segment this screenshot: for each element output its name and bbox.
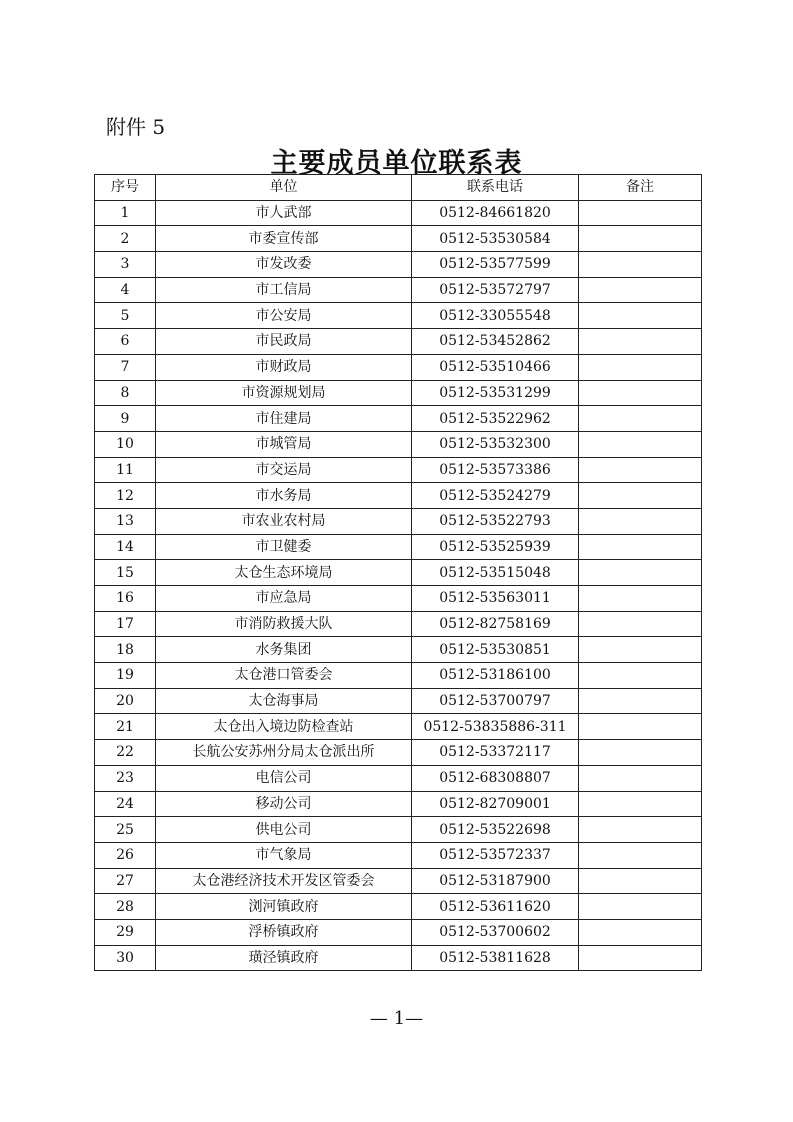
row-number-cell: 9 [95, 406, 156, 432]
phone-cell: 0512-82758169 [412, 611, 579, 637]
attachment-label: 附件 5 [106, 115, 166, 139]
phone-cell: 0512-53510466 [412, 354, 579, 380]
row-number-cell: 19 [95, 663, 156, 689]
note-cell [579, 740, 702, 766]
table-body [95, 200, 702, 971]
table-row [95, 303, 702, 329]
row-number-cell: 3 [95, 252, 156, 278]
row-number-cell: 15 [95, 560, 156, 586]
note-cell [579, 663, 702, 689]
phone-cell: 0512-53563011 [412, 586, 579, 612]
unit-name-cell: 太仓生态环境局 [156, 560, 412, 586]
header-unit: 单位 [156, 175, 412, 201]
row-number-cell: 11 [95, 457, 156, 483]
row-number-cell: 10 [95, 431, 156, 457]
row-number-cell: 18 [95, 637, 156, 663]
phone-cell: 0512-68308807 [412, 765, 579, 791]
table-row [95, 508, 702, 534]
row-number-cell: 17 [95, 611, 156, 637]
row-number-cell: 16 [95, 586, 156, 612]
row-number-cell: 8 [95, 380, 156, 406]
table-row [95, 817, 702, 843]
row-number-cell: 20 [95, 688, 156, 714]
row-number-cell: 12 [95, 483, 156, 509]
row-number-cell: 26 [95, 842, 156, 868]
unit-name-cell: 市水务局 [156, 483, 412, 509]
phone-cell: 0512-53700797 [412, 688, 579, 714]
note-cell [579, 894, 702, 920]
phone-cell: 0512-53700602 [412, 919, 579, 945]
unit-name-cell: 市农业农村局 [156, 508, 412, 534]
phone-cell: 0512-53611620 [412, 894, 579, 920]
note-cell [579, 406, 702, 432]
row-number-cell: 24 [95, 791, 156, 817]
note-cell [579, 380, 702, 406]
row-number-cell: 4 [95, 277, 156, 303]
unit-name-cell: 供电公司 [156, 817, 412, 843]
phone-cell: 0512-53522962 [412, 406, 579, 432]
phone-cell: 0512-53577599 [412, 252, 579, 278]
note-cell [579, 868, 702, 894]
phone-cell: 0512-53524279 [412, 483, 579, 509]
phone-cell: 0512-53187900 [412, 868, 579, 894]
unit-name-cell: 市消防救援大队 [156, 611, 412, 637]
row-number-cell: 28 [95, 894, 156, 920]
phone-cell: 0512-53531299 [412, 380, 579, 406]
note-cell [579, 483, 702, 509]
unit-name-cell: 市卫健委 [156, 534, 412, 560]
phone-cell: 0512-53525939 [412, 534, 579, 560]
unit-name-cell: 市人武部 [156, 200, 412, 226]
unit-name-cell: 市工信局 [156, 277, 412, 303]
unit-name-cell: 电信公司 [156, 765, 412, 791]
phone-cell: 0512-53530584 [412, 226, 579, 252]
table-row [95, 868, 702, 894]
row-number-cell: 21 [95, 714, 156, 740]
note-cell [579, 303, 702, 329]
phone-cell: 0512-53573386 [412, 457, 579, 483]
table-row [95, 354, 702, 380]
note-cell [579, 354, 702, 380]
table-row [95, 740, 702, 766]
phone-cell: 0512-53452862 [412, 329, 579, 355]
unit-name-cell: 水务集团 [156, 637, 412, 663]
table-row [95, 431, 702, 457]
phone-cell: 0512-53530851 [412, 637, 579, 663]
unit-name-cell: 市资源规划局 [156, 380, 412, 406]
table-row [95, 226, 702, 252]
contact-table [94, 174, 702, 971]
unit-name-cell: 市财政局 [156, 354, 412, 380]
unit-name-cell: 浏河镇政府 [156, 894, 412, 920]
unit-name-cell: 璜泾镇政府 [156, 945, 412, 971]
phone-cell: 0512-53572797 [412, 277, 579, 303]
unit-name-cell: 市委宣传部 [156, 226, 412, 252]
phone-cell: 0512-53835886-311 [412, 714, 579, 740]
row-number-cell: 2 [95, 226, 156, 252]
phone-cell: 0512-53572337 [412, 842, 579, 868]
table-row [95, 611, 702, 637]
unit-name-cell: 市民政局 [156, 329, 412, 355]
note-cell [579, 817, 702, 843]
header-note: 备注 [579, 175, 702, 201]
row-number-cell: 30 [95, 945, 156, 971]
table-row [95, 534, 702, 560]
table-row [95, 277, 702, 303]
note-cell [579, 688, 702, 714]
phone-cell: 0512-53532300 [412, 431, 579, 457]
table-row [95, 560, 702, 586]
phone-cell: 0512-53186100 [412, 663, 579, 689]
phone-cell: 0512-53515048 [412, 560, 579, 586]
header-phone: 联系电话 [412, 175, 579, 201]
table-row [95, 714, 702, 740]
row-number-cell: 13 [95, 508, 156, 534]
unit-name-cell: 太仓港经济技术开发区管委会 [156, 868, 412, 894]
table-row [95, 919, 702, 945]
note-cell [579, 277, 702, 303]
table-row [95, 483, 702, 509]
phone-cell: 0512-53522698 [412, 817, 579, 843]
note-cell [579, 252, 702, 278]
row-number-cell: 29 [95, 919, 156, 945]
table-row [95, 894, 702, 920]
table-row [95, 765, 702, 791]
note-cell [579, 508, 702, 534]
note-cell [579, 714, 702, 740]
table-row [95, 457, 702, 483]
table-row [95, 200, 702, 226]
table-row [95, 637, 702, 663]
row-number-cell: 5 [95, 303, 156, 329]
table-row [95, 586, 702, 612]
unit-name-cell: 市应急局 [156, 586, 412, 612]
phone-cell: 0512-53522793 [412, 508, 579, 534]
row-number-cell: 14 [95, 534, 156, 560]
note-cell [579, 919, 702, 945]
table-row [95, 406, 702, 432]
note-cell [579, 534, 702, 560]
note-cell [579, 637, 702, 663]
table-row [95, 791, 702, 817]
table-row [95, 329, 702, 355]
row-number-cell: 27 [95, 868, 156, 894]
unit-name-cell: 太仓海事局 [156, 688, 412, 714]
phone-cell: 0512-84661820 [412, 200, 579, 226]
note-cell [579, 457, 702, 483]
phone-cell: 0512-53811628 [412, 945, 579, 971]
note-cell [579, 431, 702, 457]
row-number-cell: 7 [95, 354, 156, 380]
note-cell [579, 945, 702, 971]
note-cell [579, 842, 702, 868]
phone-cell: 0512-33055548 [412, 303, 579, 329]
note-cell [579, 329, 702, 355]
note-cell [579, 226, 702, 252]
unit-name-cell: 市城管局 [156, 431, 412, 457]
unit-name-cell: 太仓港口管委会 [156, 663, 412, 689]
unit-name-cell: 市公安局 [156, 303, 412, 329]
unit-name-cell: 市气象局 [156, 842, 412, 868]
row-number-cell: 1 [95, 200, 156, 226]
note-cell [579, 611, 702, 637]
phone-cell: 0512-82709001 [412, 791, 579, 817]
note-cell [579, 586, 702, 612]
note-cell [579, 560, 702, 586]
row-number-cell: 22 [95, 740, 156, 766]
table-row [95, 945, 702, 971]
table-row [95, 842, 702, 868]
unit-name-cell: 市住建局 [156, 406, 412, 432]
row-number-cell: 6 [95, 329, 156, 355]
row-number-cell: 25 [95, 817, 156, 843]
table-row [95, 688, 702, 714]
unit-name-cell: 市发改委 [156, 252, 412, 278]
unit-name-cell: 移动公司 [156, 791, 412, 817]
unit-name-cell: 长航公安苏州分局太仓派出所 [156, 740, 412, 766]
unit-name-cell: 浮桥镇政府 [156, 919, 412, 945]
document-title: 主要成员单位联系表 [270, 148, 523, 179]
table-header-row [95, 175, 702, 201]
table-row [95, 380, 702, 406]
unit-name-cell: 太仓出入境边防检查站 [156, 714, 412, 740]
note-cell [579, 765, 702, 791]
table-row [95, 252, 702, 278]
table-row [95, 663, 702, 689]
note-cell [579, 791, 702, 817]
note-cell [579, 200, 702, 226]
unit-name-cell: 市交运局 [156, 457, 412, 483]
header-no: 序号 [95, 175, 156, 201]
row-number-cell: 23 [95, 765, 156, 791]
phone-cell: 0512-53372117 [412, 740, 579, 766]
page-number: — 1— [369, 1008, 424, 1029]
